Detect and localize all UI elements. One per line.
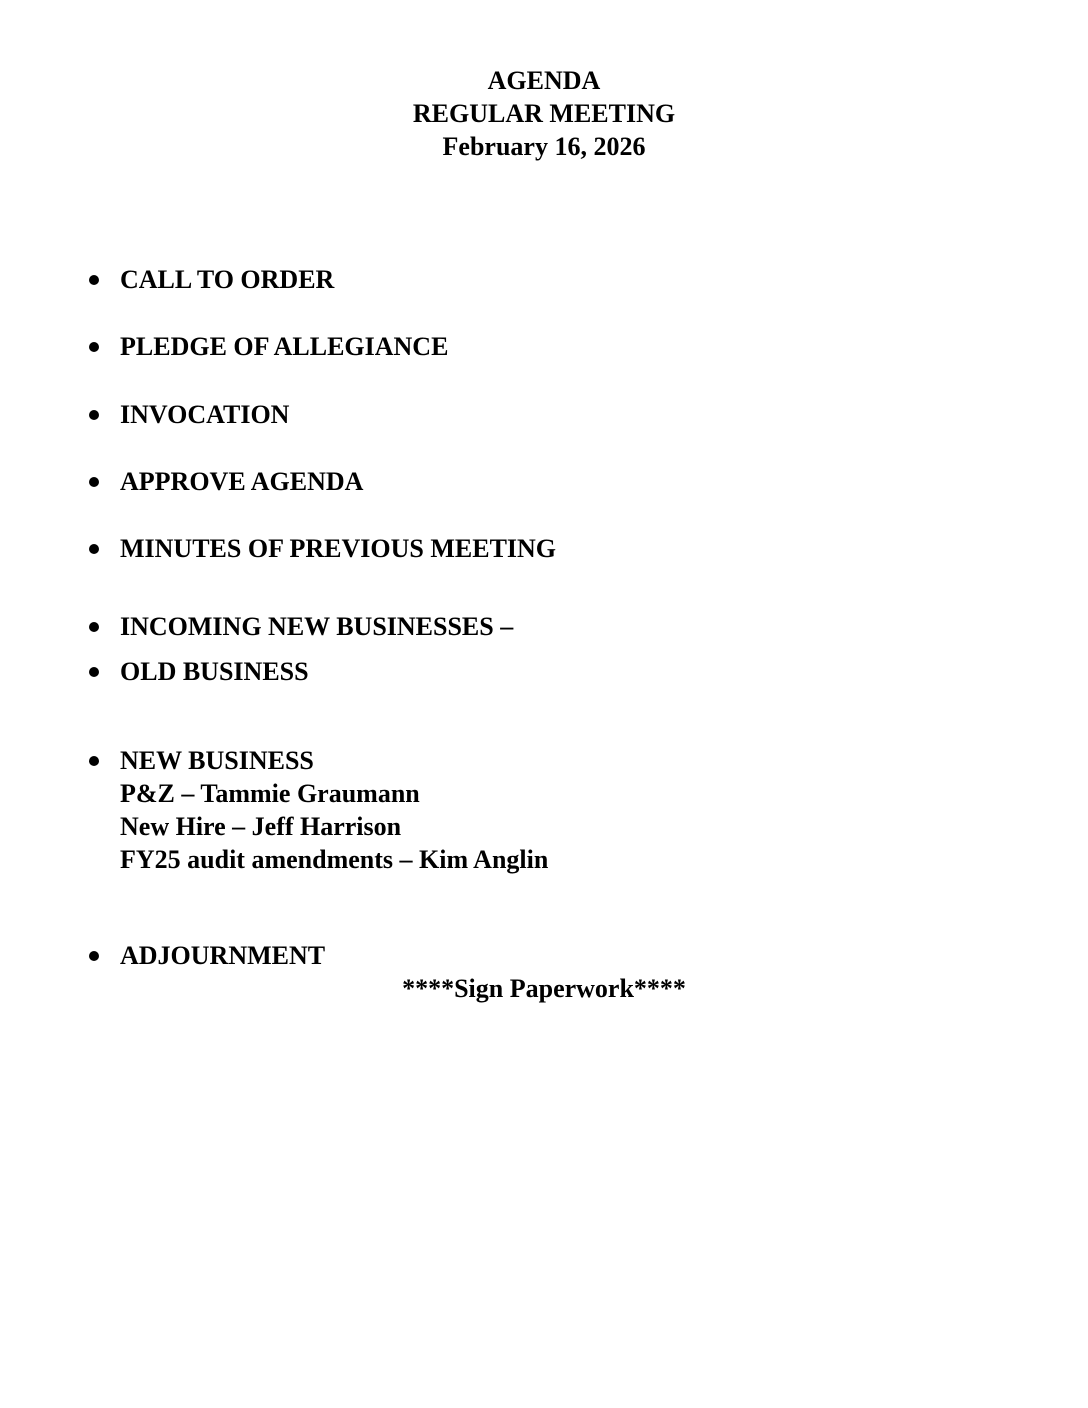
agenda-item-label: PLEDGE OF ALLEGIANCE bbox=[120, 332, 449, 361]
agenda-header bbox=[0, 64, 1088, 163]
new-business-details bbox=[120, 777, 548, 876]
sign-paperwork-note: ****Sign Paperwork**** bbox=[402, 974, 686, 1003]
agenda-item-label: NEW BUSINESS bbox=[120, 746, 314, 775]
agenda-item-label: MINUTES OF PREVIOUS MEETING bbox=[120, 534, 557, 563]
new-business-line: New Hire – Jeff Harrison bbox=[120, 812, 402, 841]
agenda-item-label: APPROVE AGENDA bbox=[120, 467, 364, 496]
agenda-title: AGENDA bbox=[487, 66, 601, 95]
new-business-line: P&Z – Tammie Graumann bbox=[120, 779, 420, 808]
agenda-item-label: ADJOURNMENT bbox=[120, 941, 326, 970]
agenda-item-label: CALL TO ORDER bbox=[120, 265, 335, 294]
meeting-type: REGULAR MEETING bbox=[412, 99, 676, 128]
meeting-date: February 16, 2026 bbox=[442, 132, 646, 161]
agenda-item-label: INCOMING NEW BUSINESSES – bbox=[120, 612, 514, 641]
agenda-item-label: INVOCATION bbox=[120, 400, 290, 429]
agenda-item-label: OLD BUSINESS bbox=[120, 657, 309, 686]
new-business-line: FY25 audit amendments – Kim Anglin bbox=[120, 845, 549, 874]
